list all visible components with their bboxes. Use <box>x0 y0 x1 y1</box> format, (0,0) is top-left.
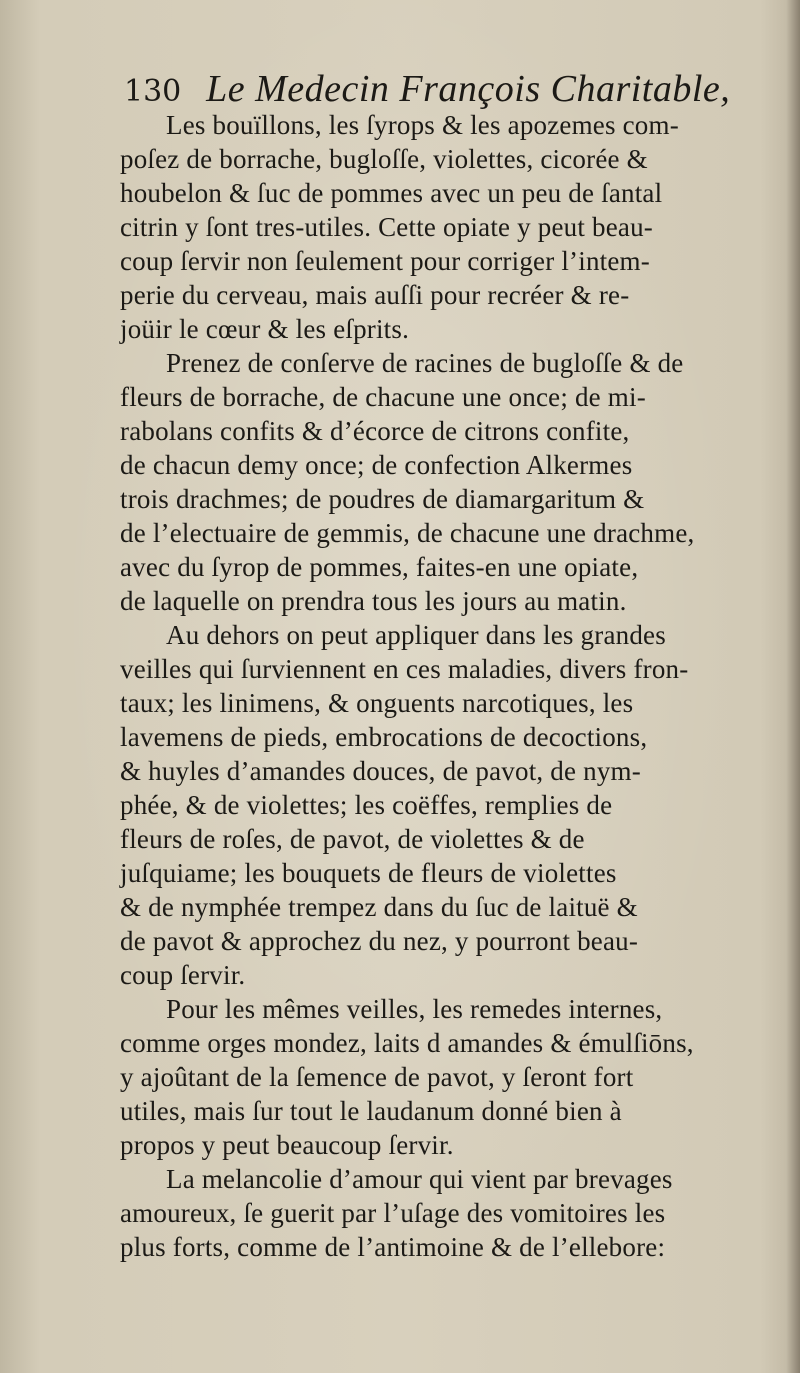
text-line: coup ſervir. <box>120 960 246 990</box>
text-line: trois drachmes; de poudres de diamargaritum & <box>120 484 645 514</box>
page-edge-shadow <box>786 0 800 1373</box>
text-line: comme orges mondez, laits d amandes & émulſiōns, <box>120 1028 694 1058</box>
text-line: y ajoûtant de la ſemence de pavot, y ſeront fort <box>120 1062 634 1092</box>
text-line: veilles qui ſurviennent en ces maladies, divers fron- <box>120 654 689 684</box>
text-line: citrin y ſont tres-utiles. Cette opiate y peut beau- <box>120 212 653 242</box>
text-line: Au dehors on peut appliquer dans les grandes <box>166 620 666 650</box>
text-line: de pavot & approchez du nez, y pourront beau- <box>120 926 639 956</box>
page-header <box>124 64 731 114</box>
text-line: joüir le cœur & les eſprits. <box>120 314 410 344</box>
text-line: de l’electuaire de gemmis, de chacune une drachme, <box>120 518 695 548</box>
text-line: de chacun demy once; de confection Alkermes <box>120 450 633 480</box>
text-line: propos y peut beaucoup ſervir. <box>120 1130 454 1160</box>
text-line: coup ſervir non ſeulement pour corriger l’intem- <box>120 246 650 276</box>
text-line: houbelon & ſuc de pommes avec un peu de ſantal <box>120 178 663 208</box>
text-line: utiles, mais ſur tout le laudanum donné bien à <box>120 1096 622 1126</box>
text-line: La melancolie d’amour qui vient par brevages <box>166 1164 673 1194</box>
text-line: phée, & de violettes; les coëffes, remplies de <box>120 790 613 820</box>
text-line: amoureux, ſe guerit par l’uſage des vomitoires les <box>120 1198 666 1228</box>
text-line: & de nymphée trempez dans du ſuc de laituë & <box>120 892 638 922</box>
text-line: Les bouïllons, les ſyrops & les apozemes com- <box>166 110 679 140</box>
text-line: fleurs de roſes, de pavot, de violettes & de <box>120 824 585 854</box>
running-title: Le Medecin François Charitable, <box>206 68 731 110</box>
text-line: juſquiame; les bouquets de fleurs de violettes <box>120 858 617 888</box>
text-line: lavemens de pieds, embrocations de decoctions, <box>120 722 648 752</box>
body-text <box>120 108 792 1308</box>
text-line: taux; les linimens, & onguents narcotiques, les <box>120 688 634 718</box>
text-line: plus forts, comme de l’antimoine & de l’ellebore: <box>120 1232 666 1262</box>
text-line: & huyles d’amandes douces, de pavot, de nym- <box>120 756 641 786</box>
text-line: poſez de borrache, bugloſſe, violettes, cicorée & <box>120 144 648 174</box>
text-line: rabolans confits & d’écorce de citrons confite, <box>120 416 630 446</box>
text-line: Pour les mêmes veilles, les remedes internes, <box>166 994 663 1024</box>
text-line: perie du cerveau, mais auſſi pour recréer & re- <box>120 280 630 310</box>
text-line: avec du ſyrop de pommes, faites-en une opiate, <box>120 552 639 582</box>
text-line: fleurs de borrache, de chacune une once; de mi- <box>120 382 646 412</box>
text-line: de laquelle on prendra tous les jours au matin. <box>120 586 627 616</box>
page-number: 130 <box>124 74 182 109</box>
text-line: Prenez de conſerve de racines de bugloſſe & de <box>166 348 684 378</box>
